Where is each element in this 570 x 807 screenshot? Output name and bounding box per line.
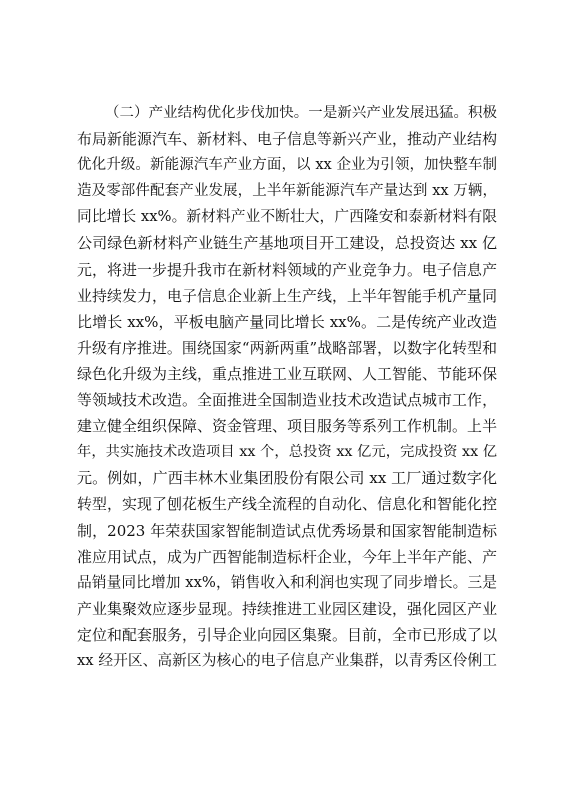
paragraph-line: 等领域技术改造。全面推进全国制造业技术改造试点城市工作，	[77, 391, 497, 410]
paragraph-line: 定位和配套服务，引导企业向园区集聚。目前，全市已形成了以	[77, 625, 497, 644]
paragraph-line: xx 经开区、高新区为核心的电子信息产业集群，以青秀区伶俐工	[77, 651, 497, 669]
paragraph-line: 绿色化升级为主线，重点推进工业互联网、人工智能、节能环保	[77, 364, 497, 383]
paragraph-line: 建立健全组织保障、资金管理、项目服务等系列工作机制。上半	[77, 417, 497, 436]
paragraph-line: 制，2023 年荣获国家智能制造试点优秀场景和国家智能制造标	[77, 521, 497, 540]
paragraph-line: 年，共实施技术改造项目 xx 个，总投资 xx 亿元，完成投资 xx 亿	[77, 444, 497, 461]
paragraph-line: 同比增长 xx%。新材料产业不断壮大，广西隆安和泰新材料有限	[77, 208, 497, 226]
paragraph-line: 转型，实现了刨花板生产线全流程的自动化、信息化和智能化控	[77, 495, 497, 514]
paragraph-line: 优化升级。新能源汽车产业方面，以 xx 企业为引领，加快整车制	[77, 157, 497, 174]
paragraph-line: 准应用试点，成为广西智能制造标杆企业，今年上半年产能、产	[77, 547, 497, 566]
paragraph-line: 升级有序推进。围绕国家“两新两重”战略部署，以数字化转型和	[77, 338, 497, 357]
body-paragraph	[77, 100, 497, 674]
paragraph-line: （二）产业结构优化步伐加快。一是新兴产业发展迅猛。积极	[105, 105, 497, 121]
paragraph-line: 品销量同比增加 xx%，销售收入和利润也实现了同步增长。三是	[77, 573, 497, 591]
paragraph-line: 公司绿色新材料产业链生产基地项目开工建设，总投资达 xx 亿	[77, 234, 497, 253]
paragraph-line: 布局新能源汽车、新材料、电子信息等新兴产业，推动产业结构	[77, 130, 497, 149]
paragraph-line: 元。例如，广西丰林木业集团股份有限公司 xx 工厂通过数字化	[77, 469, 497, 488]
paragraph-line: 业持续发力，电子信息企业新上生产线，上半年智能手机产量同	[77, 286, 497, 305]
paragraph-line: 比增长 xx%，平板电脑产量同比增长 xx%。二是传统产业改造	[77, 312, 497, 331]
paragraph-line: 产业集聚效应逐步显现。持续推进工业园区建设，强化园区产业	[77, 599, 497, 618]
paragraph-line: 造及零部件配套产业发展，上半年新能源汽车产量达到 xx 万辆，	[77, 183, 497, 200]
paragraph-line: 元，将进一步提升我市在新材料领域的产业竞争力。电子信息产	[77, 260, 497, 279]
